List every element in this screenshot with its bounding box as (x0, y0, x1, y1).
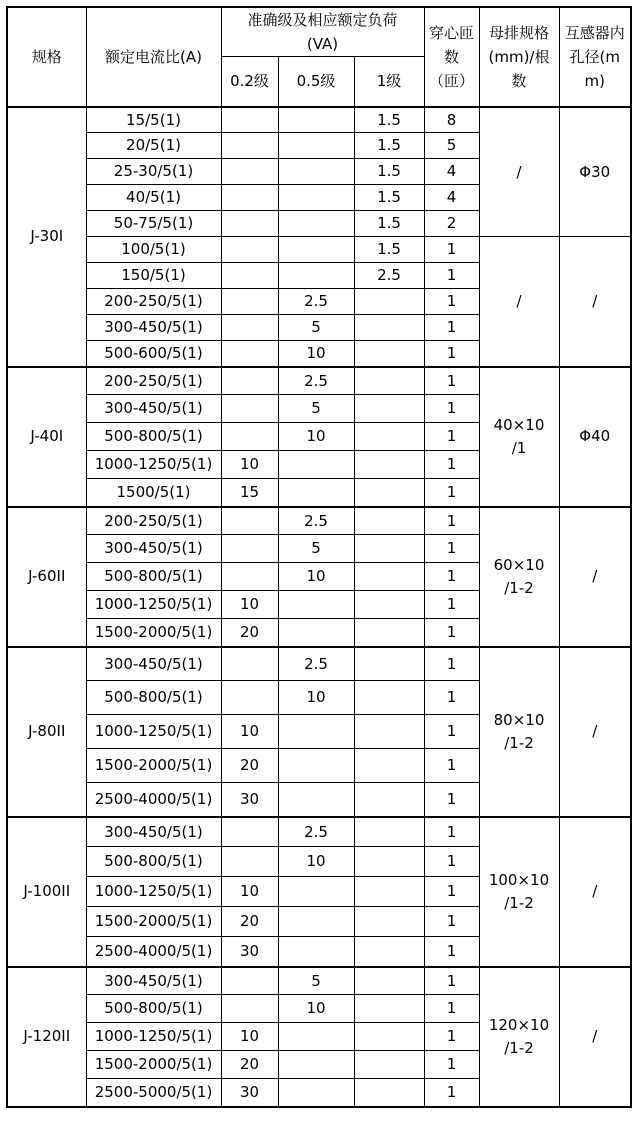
load-05-cell (278, 451, 354, 479)
load-05-cell (278, 749, 354, 783)
load-1-cell (354, 817, 424, 847)
load-1-cell: 1.5 (354, 159, 424, 185)
table-row (7, 237, 631, 263)
turns-cell: 1 (424, 367, 479, 395)
ratio-cell: 40/5(1) (86, 185, 221, 211)
header-load-line2: (VA) (306, 35, 339, 53)
bore-cell: Φ30 (559, 107, 631, 237)
ratio-cell: 1500-2000/5(1) (86, 1051, 221, 1079)
load-05-cell (278, 907, 354, 937)
ratio-cell: 1500-2000/5(1) (86, 619, 221, 647)
load-1-cell: 1.5 (354, 107, 424, 133)
load-1-cell (354, 847, 424, 877)
load-05-cell (278, 1051, 354, 1079)
load-02-cell: 30 (221, 783, 278, 817)
load-02-cell: 10 (221, 1023, 278, 1051)
turns-cell: 1 (424, 507, 479, 535)
load-1-cell: 1.5 (354, 133, 424, 159)
load-02-cell: 20 (221, 619, 278, 647)
ratio-cell: 300-450/5(1) (86, 315, 221, 341)
table-body (7, 107, 631, 1107)
ratio-cell: 300-450/5(1) (86, 967, 221, 995)
load-05-cell (278, 159, 354, 185)
load-02-cell: 15 (221, 479, 278, 507)
turns-cell: 1 (424, 647, 479, 681)
load-1-cell: 1.5 (354, 237, 424, 263)
turns-cell: 1 (424, 817, 479, 847)
load-05-cell (278, 877, 354, 907)
load-02-cell (221, 289, 278, 315)
busbar-cell: / (479, 107, 559, 237)
turns-cell: 1 (424, 749, 479, 783)
load-02-cell: 20 (221, 1051, 278, 1079)
bore-cell: / (559, 967, 631, 1107)
ratio-cell: 200-250/5(1) (86, 367, 221, 395)
load-02-cell (221, 563, 278, 591)
turns-cell: 1 (424, 877, 479, 907)
load-05-cell (278, 783, 354, 817)
ratio-cell: 500-800/5(1) (86, 681, 221, 715)
turns-cell: 1 (424, 995, 479, 1023)
load-02-cell (221, 107, 278, 133)
load-02-cell (221, 995, 278, 1023)
turns-cell: 1 (424, 535, 479, 563)
load-1-cell (354, 715, 424, 749)
header-ratio: 额定电流比(A) (86, 7, 221, 107)
load-02-cell (221, 507, 278, 535)
load-1-cell (354, 647, 424, 681)
load-02-cell (221, 367, 278, 395)
ratio-cell: 200-250/5(1) (86, 289, 221, 315)
spec-cell: J-40I (7, 367, 86, 507)
turns-cell: 1 (424, 847, 479, 877)
header-load-group (221, 7, 424, 57)
load-1-cell (354, 877, 424, 907)
load-05-cell (278, 107, 354, 133)
ratio-cell: 300-450/5(1) (86, 817, 221, 847)
load-02-cell: 10 (221, 877, 278, 907)
load-1-cell (354, 341, 424, 367)
turns-cell: 1 (424, 237, 479, 263)
load-05-cell: 2.5 (278, 507, 354, 535)
load-02-cell: 10 (221, 591, 278, 619)
load-05-cell (278, 185, 354, 211)
turns-cell: 1 (424, 563, 479, 591)
load-1-cell (354, 749, 424, 783)
load-1-cell (354, 591, 424, 619)
load-1-cell: 1.5 (354, 185, 424, 211)
load-1-cell (354, 367, 424, 395)
turns-cell: 1 (424, 783, 479, 817)
load-05-cell (278, 1079, 354, 1107)
table-header (7, 7, 631, 107)
turns-cell: 1 (424, 315, 479, 341)
bore-cell: / (559, 237, 631, 367)
turns-cell: 1 (424, 1051, 479, 1079)
ratio-cell: 1000-1250/5(1) (86, 877, 221, 907)
turns-cell: 1 (424, 619, 479, 647)
busbar-cell: 80×10 /1-2 (479, 647, 559, 817)
load-05-cell: 5 (278, 395, 354, 423)
turns-cell: 1 (424, 451, 479, 479)
ratio-cell: 50-75/5(1) (86, 211, 221, 237)
load-02-cell (221, 967, 278, 995)
ratio-cell: 2500-4000/5(1) (86, 783, 221, 817)
turns-cell: 1 (424, 681, 479, 715)
load-02-cell: 10 (221, 715, 278, 749)
ratio-cell: 500-800/5(1) (86, 847, 221, 877)
turns-cell: 1 (424, 395, 479, 423)
turns-cell: 4 (424, 185, 479, 211)
header-class-1: 1级 (354, 57, 424, 107)
load-05-cell: 10 (278, 681, 354, 715)
load-1-cell (354, 907, 424, 937)
header-class-02: 0.2级 (221, 57, 278, 107)
ratio-cell: 15/5(1) (86, 107, 221, 133)
load-02-cell (221, 133, 278, 159)
spec-cell: J-80II (7, 647, 86, 817)
ratio-cell: 1000-1250/5(1) (86, 1023, 221, 1051)
ratio-cell: 500-800/5(1) (86, 563, 221, 591)
load-1-cell (354, 967, 424, 995)
turns-cell: 1 (424, 289, 479, 315)
busbar-cell: 100×10 /1-2 (479, 817, 559, 967)
load-02-cell (221, 681, 278, 715)
load-02-cell: 20 (221, 749, 278, 783)
table-row (7, 647, 631, 681)
table-row (7, 507, 631, 535)
table-row (7, 967, 631, 995)
header-load-line1: 准确级及相应额定负荷 (247, 11, 398, 29)
load-02-cell (221, 847, 278, 877)
turns-cell: 1 (424, 967, 479, 995)
load-02-cell: 20 (221, 907, 278, 937)
load-05-cell (278, 479, 354, 507)
ratio-cell: 500-800/5(1) (86, 995, 221, 1023)
bore-cell: / (559, 507, 631, 647)
ratio-cell: 1500-2000/5(1) (86, 749, 221, 783)
load-05-cell (278, 715, 354, 749)
turns-cell: 1 (424, 937, 479, 967)
ratio-cell: 1500-2000/5(1) (86, 907, 221, 937)
turns-cell: 1 (424, 1079, 479, 1107)
ratio-cell: 1000-1250/5(1) (86, 715, 221, 749)
turns-cell: 1 (424, 907, 479, 937)
ratio-cell: 300-450/5(1) (86, 647, 221, 681)
load-1-cell (354, 681, 424, 715)
ratio-cell: 500-800/5(1) (86, 423, 221, 451)
load-05-cell (278, 211, 354, 237)
load-05-cell (278, 591, 354, 619)
load-1-cell (354, 395, 424, 423)
ratio-cell: 100/5(1) (86, 237, 221, 263)
load-1-cell (354, 423, 424, 451)
ratio-cell: 1000-1250/5(1) (86, 591, 221, 619)
load-02-cell (221, 211, 278, 237)
load-1-cell (354, 1051, 424, 1079)
load-1-cell (354, 289, 424, 315)
load-1-cell (354, 479, 424, 507)
turns-cell: 4 (424, 159, 479, 185)
load-02-cell (221, 395, 278, 423)
load-02-cell (221, 423, 278, 451)
header-bore: 互感器内孔径(mm) (559, 7, 631, 107)
load-1-cell (354, 937, 424, 967)
load-1-cell (354, 451, 424, 479)
turns-cell: 8 (424, 107, 479, 133)
load-05-cell (278, 263, 354, 289)
ratio-cell: 25-30/5(1) (86, 159, 221, 185)
load-02-cell: 30 (221, 1079, 278, 1107)
header-class-05: 0.5级 (278, 57, 354, 107)
load-05-cell: 2.5 (278, 647, 354, 681)
table-row (7, 817, 631, 847)
load-1-cell (354, 783, 424, 817)
load-02-cell (221, 341, 278, 367)
load-05-cell (278, 937, 354, 967)
turns-cell: 1 (424, 479, 479, 507)
load-1-cell (354, 995, 424, 1023)
load-05-cell: 2.5 (278, 289, 354, 315)
ratio-cell: 1500/5(1) (86, 479, 221, 507)
load-1-cell (354, 1023, 424, 1051)
ratio-cell: 150/5(1) (86, 263, 221, 289)
header-busbar: 母排规格(mm)/根数 (479, 7, 559, 107)
load-05-cell: 10 (278, 563, 354, 591)
load-05-cell: 10 (278, 423, 354, 451)
load-05-cell: 2.5 (278, 817, 354, 847)
ratio-cell: 300-450/5(1) (86, 395, 221, 423)
turns-cell: 1 (424, 591, 479, 619)
load-1-cell: 2.5 (354, 263, 424, 289)
load-1-cell (354, 1079, 424, 1107)
load-1-cell: 1.5 (354, 211, 424, 237)
table-row (7, 107, 631, 133)
load-05-cell: 10 (278, 995, 354, 1023)
load-1-cell (354, 507, 424, 535)
turns-cell: 1 (424, 423, 479, 451)
load-05-cell: 5 (278, 315, 354, 341)
ratio-cell: 300-450/5(1) (86, 535, 221, 563)
turns-cell: 1 (424, 1023, 479, 1051)
bore-cell: Φ40 (559, 367, 631, 507)
ratio-cell: 200-250/5(1) (86, 507, 221, 535)
load-05-cell (278, 619, 354, 647)
table-row (7, 367, 631, 395)
header-turns: 穿心匝数（匝） (424, 7, 479, 107)
turns-cell: 2 (424, 211, 479, 237)
busbar-cell: / (479, 237, 559, 367)
turns-cell: 1 (424, 341, 479, 367)
turns-cell: 1 (424, 715, 479, 749)
ratio-cell: 20/5(1) (86, 133, 221, 159)
load-02-cell (221, 263, 278, 289)
load-1-cell (354, 619, 424, 647)
load-02-cell: 30 (221, 937, 278, 967)
load-05-cell: 10 (278, 341, 354, 367)
load-02-cell: 10 (221, 451, 278, 479)
load-05-cell: 2.5 (278, 367, 354, 395)
busbar-cell: 60×10 /1-2 (479, 507, 559, 647)
load-05-cell: 5 (278, 535, 354, 563)
spec-cell: J-120II (7, 967, 86, 1107)
load-05-cell (278, 237, 354, 263)
load-1-cell (354, 563, 424, 591)
bore-cell: / (559, 647, 631, 817)
load-02-cell (221, 315, 278, 341)
ratio-cell: 2500-5000/5(1) (86, 1079, 221, 1107)
busbar-cell: 120×10 /1-2 (479, 967, 559, 1107)
load-02-cell (221, 159, 278, 185)
bore-cell: / (559, 817, 631, 967)
load-02-cell (221, 535, 278, 563)
header-spec: 规格 (7, 7, 86, 107)
spec-cell: J-30I (7, 107, 86, 367)
spec-cell: J-100II (7, 817, 86, 967)
load-02-cell (221, 237, 278, 263)
ratio-cell: 1000-1250/5(1) (86, 451, 221, 479)
busbar-cell: 40×10 /1 (479, 367, 559, 507)
turns-cell: 5 (424, 133, 479, 159)
turns-cell: 1 (424, 263, 479, 289)
load-02-cell (221, 647, 278, 681)
load-02-cell (221, 817, 278, 847)
load-05-cell: 10 (278, 847, 354, 877)
spec-cell: J-60II (7, 507, 86, 647)
ratio-cell: 2500-4000/5(1) (86, 937, 221, 967)
transformer-spec-table (6, 6, 632, 1108)
load-05-cell (278, 133, 354, 159)
load-02-cell (221, 185, 278, 211)
load-1-cell (354, 535, 424, 563)
ratio-cell: 500-600/5(1) (86, 341, 221, 367)
load-05-cell: 5 (278, 967, 354, 995)
load-05-cell (278, 1023, 354, 1051)
load-1-cell (354, 315, 424, 341)
